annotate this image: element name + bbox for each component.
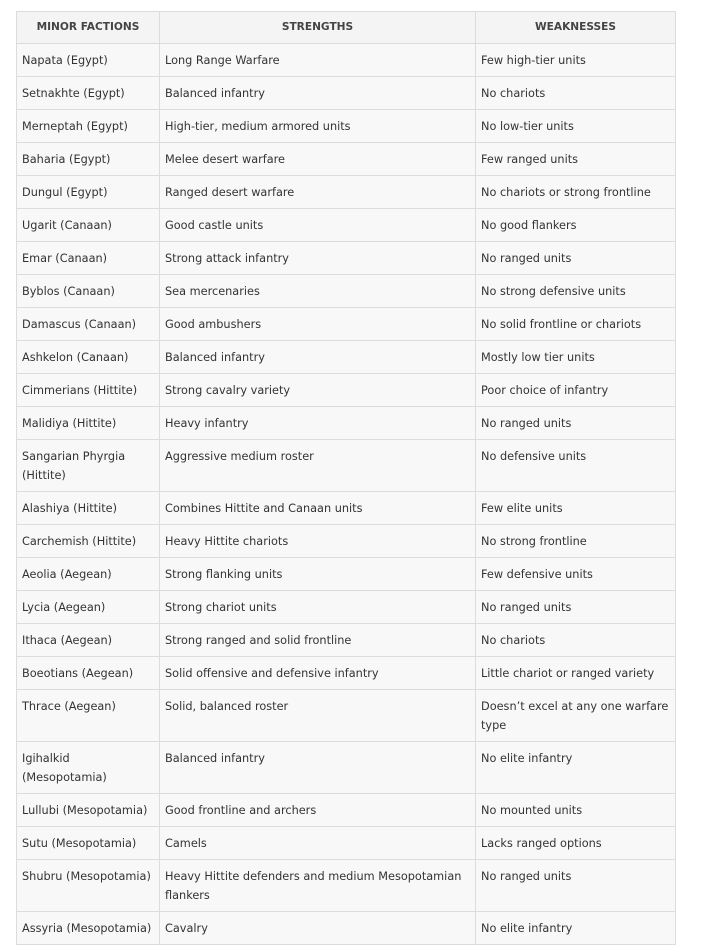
faction-name-cell: Carchemish (Hittite) <box>17 525 160 558</box>
table-row <box>17 209 676 242</box>
table-row <box>17 407 676 440</box>
faction-name-cell: Sutu (Mesopotamia) <box>17 827 160 860</box>
strengths-cell: Aggressive medium roster <box>160 440 476 492</box>
table-row <box>17 742 676 794</box>
strengths-cell: Balanced infantry <box>160 341 476 374</box>
header-minor-factions: MINOR FACTIONS <box>17 12 160 44</box>
weaknesses-cell: Few ranged units <box>476 143 676 176</box>
table-row <box>17 624 676 657</box>
strengths-cell: Camels <box>160 827 476 860</box>
strengths-cell: Good castle units <box>160 209 476 242</box>
strengths-cell: High-tier, medium armored units <box>160 110 476 143</box>
table-row <box>17 176 676 209</box>
weaknesses-cell: No ranged units <box>476 242 676 275</box>
faction-name-cell: Aeolia (Aegean) <box>17 558 160 591</box>
table-row <box>17 558 676 591</box>
faction-name-cell: Ithaca (Aegean) <box>17 624 160 657</box>
table-row <box>17 77 676 110</box>
faction-name-cell: Lullubi (Mesopotamia) <box>17 794 160 827</box>
weaknesses-cell: No strong frontline <box>476 525 676 558</box>
strengths-cell: Balanced infantry <box>160 77 476 110</box>
weaknesses-cell: Mostly low tier units <box>476 341 676 374</box>
faction-name-cell: Igihalkid (Mesopotamia) <box>17 742 160 794</box>
header-weaknesses: WEAKNESSES <box>476 12 676 44</box>
strengths-cell: Good frontline and archers <box>160 794 476 827</box>
table-row <box>17 308 676 341</box>
strengths-cell: Solid offensive and defensive infantry <box>160 657 476 690</box>
faction-name-cell: Alashiya (Hittite) <box>17 492 160 525</box>
faction-name-cell: Sangarian Phyrgia (Hittite) <box>17 440 160 492</box>
weaknesses-cell: No ranged units <box>476 591 676 624</box>
table-row <box>17 143 676 176</box>
faction-name-cell: Napata (Egypt) <box>17 44 160 77</box>
strengths-cell: Heavy Hittite defenders and medium Mesopotamian flankers <box>160 860 476 912</box>
strengths-cell: Strong cavalry variety <box>160 374 476 407</box>
strengths-cell: Heavy infantry <box>160 407 476 440</box>
strengths-cell: Combines Hittite and Canaan units <box>160 492 476 525</box>
faction-name-cell: Malidiya (Hittite) <box>17 407 160 440</box>
table-row <box>17 110 676 143</box>
weaknesses-cell: No chariots <box>476 624 676 657</box>
weaknesses-cell: No elite infantry <box>476 912 676 945</box>
table-row <box>17 827 676 860</box>
faction-name-cell: Merneptah (Egypt) <box>17 110 160 143</box>
table-row <box>17 374 676 407</box>
weaknesses-cell: Little chariot or ranged variety <box>476 657 676 690</box>
table-row <box>17 44 676 77</box>
strengths-cell: Solid, balanced roster <box>160 690 476 742</box>
strengths-cell: Sea mercenaries <box>160 275 476 308</box>
table-row <box>17 440 676 492</box>
weaknesses-cell: Few high-tier units <box>476 44 676 77</box>
table-header-row <box>17 12 676 44</box>
strengths-cell: Melee desert warfare <box>160 143 476 176</box>
faction-name-cell: Lycia (Aegean) <box>17 591 160 624</box>
strengths-cell: Strong attack infantry <box>160 242 476 275</box>
header-strengths: STRENGTHS <box>160 12 476 44</box>
weaknesses-cell: No chariots <box>476 77 676 110</box>
strengths-cell: Long Range Warfare <box>160 44 476 77</box>
table-row <box>17 860 676 912</box>
weaknesses-cell: Few elite units <box>476 492 676 525</box>
strengths-cell: Strong ranged and solid frontline <box>160 624 476 657</box>
faction-name-cell: Baharia (Egypt) <box>17 143 160 176</box>
table-row <box>17 657 676 690</box>
faction-name-cell: Byblos (Canaan) <box>17 275 160 308</box>
strengths-cell: Cavalry <box>160 912 476 945</box>
faction-name-cell: Ugarit (Canaan) <box>17 209 160 242</box>
table-row <box>17 275 676 308</box>
faction-name-cell: Thrace (Aegean) <box>17 690 160 742</box>
weaknesses-cell: No ranged units <box>476 860 676 912</box>
strengths-cell: Good ambushers <box>160 308 476 341</box>
weaknesses-cell: No elite infantry <box>476 742 676 794</box>
table-row <box>17 492 676 525</box>
table-row <box>17 341 676 374</box>
table-row <box>17 794 676 827</box>
strengths-cell: Heavy Hittite chariots <box>160 525 476 558</box>
faction-name-cell: Boeotians (Aegean) <box>17 657 160 690</box>
strengths-cell: Strong flanking units <box>160 558 476 591</box>
weaknesses-cell: Poor choice of infantry <box>476 374 676 407</box>
strengths-cell: Balanced infantry <box>160 742 476 794</box>
weaknesses-cell: Lacks ranged options <box>476 827 676 860</box>
faction-name-cell: Shubru (Mesopotamia) <box>17 860 160 912</box>
faction-name-cell: Damascus (Canaan) <box>17 308 160 341</box>
weaknesses-cell: No defensive units <box>476 440 676 492</box>
weaknesses-cell: Doesn’t excel at any one warfare type <box>476 690 676 742</box>
table-row <box>17 242 676 275</box>
weaknesses-cell: No good flankers <box>476 209 676 242</box>
faction-name-cell: Setnakhte (Egypt) <box>17 77 160 110</box>
weaknesses-cell: No chariots or strong frontline <box>476 176 676 209</box>
table-row <box>17 525 676 558</box>
weaknesses-cell: Few defensive units <box>476 558 676 591</box>
minor-factions-table <box>16 11 676 945</box>
weaknesses-cell: No ranged units <box>476 407 676 440</box>
table-row <box>17 690 676 742</box>
strengths-cell: Strong chariot units <box>160 591 476 624</box>
weaknesses-cell: No strong defensive units <box>476 275 676 308</box>
strengths-cell: Ranged desert warfare <box>160 176 476 209</box>
faction-name-cell: Emar (Canaan) <box>17 242 160 275</box>
table-row <box>17 912 676 945</box>
faction-name-cell: Dungul (Egypt) <box>17 176 160 209</box>
faction-name-cell: Ashkelon (Canaan) <box>17 341 160 374</box>
factions-table-container <box>16 11 676 945</box>
weaknesses-cell: No mounted units <box>476 794 676 827</box>
faction-name-cell: Assyria (Mesopotamia) <box>17 912 160 945</box>
table-body <box>17 44 676 945</box>
weaknesses-cell: No low-tier units <box>476 110 676 143</box>
weaknesses-cell: No solid frontline or chariots <box>476 308 676 341</box>
faction-name-cell: Cimmerians (Hittite) <box>17 374 160 407</box>
table-row <box>17 591 676 624</box>
